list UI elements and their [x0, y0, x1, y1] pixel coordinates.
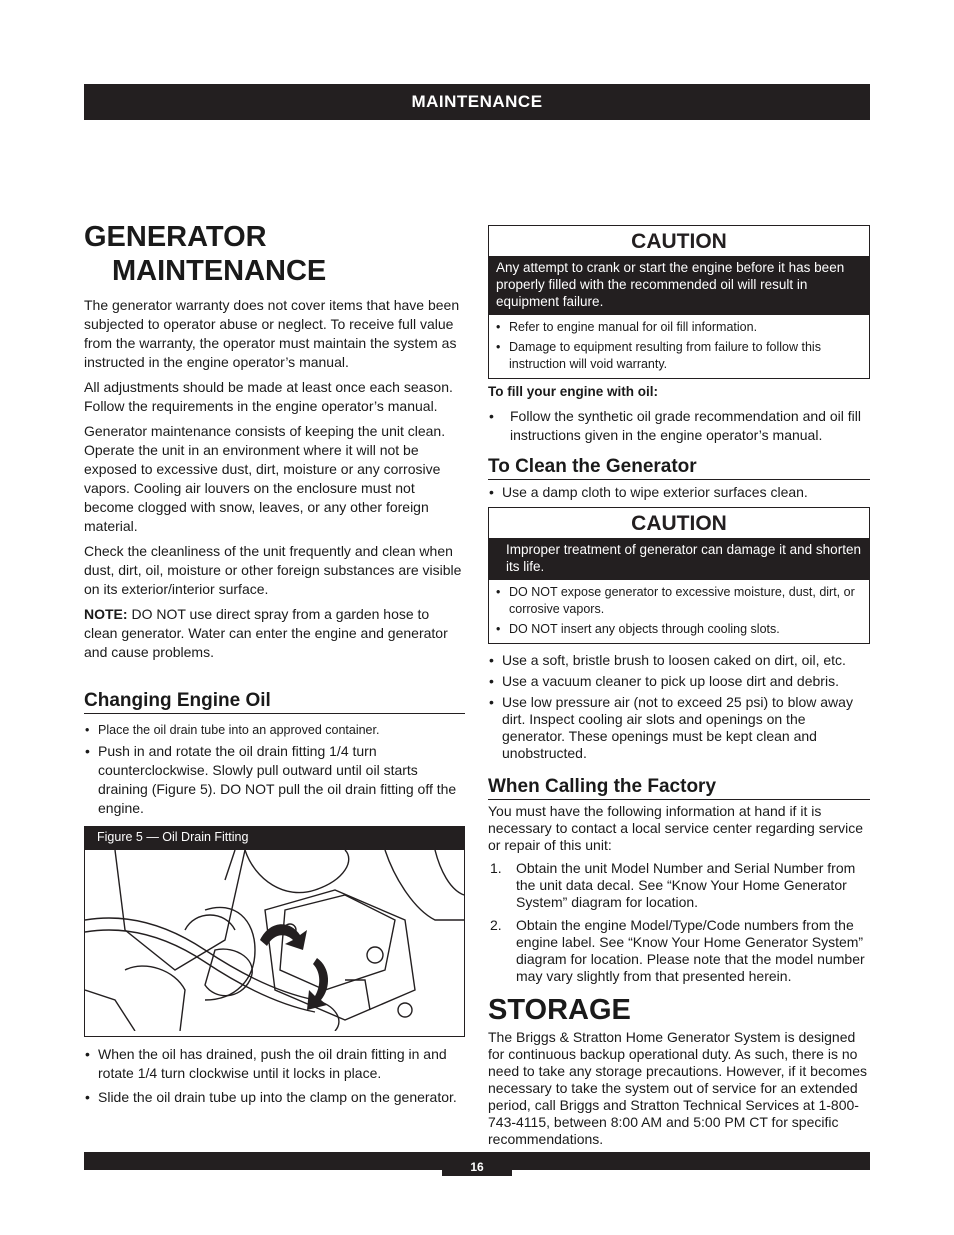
figure-caption: Figure 5 — Oil Drain Fitting: [85, 827, 464, 850]
caution-body: Any attempt to crank or start the engine before it has been properly filled with the recommended oil will result in equipment failure.: [489, 256, 869, 315]
clean-bullets-top: [488, 483, 870, 502]
list-item: • Place the oil drain tube into an approved container.: [84, 722, 465, 739]
list-item: • DO NOT insert any objects through cooling slots.: [495, 621, 863, 638]
note-label: NOTE:: [84, 606, 128, 622]
list-item: • When the oil has drained, push the oil drain fitting in and rotate 1/4 turn clockwise until it locks in place.: [84, 1045, 465, 1083]
list-item: • Damage to equipment resulting from failure to follow this instruction will void warranty.: [495, 339, 863, 373]
caution-body: Improper treatment of generator can damage it and shorten its life.: [489, 538, 869, 580]
intro-paragraph-1: The generator warranty does not cover items that have been subjected to operator abuse or neglect. To receive full value from the warranty, the operator must maintain the system as instructed in the engine operator’s manual.: [84, 297, 460, 370]
list-item: • Slide the oil drain tube up into the clamp on the generator.: [84, 1088, 465, 1107]
oil-steps-before: [84, 722, 465, 818]
caution-bullets: [489, 580, 869, 643]
item-number: 1.: [490, 860, 502, 876]
factory-heading: When Calling the Factory: [488, 776, 870, 800]
storage-heading: STORAGE: [488, 994, 631, 1026]
title-line-2: MAINTENANCE: [112, 255, 327, 287]
list-item: • Refer to engine manual for oil fill information.: [495, 319, 863, 336]
oil-steps-after: [84, 1045, 465, 1107]
note-paragraph: [84, 605, 465, 662]
figure-oil-drain: [84, 826, 465, 1037]
title-line-1: GENERATOR: [84, 221, 267, 253]
item-number: 2.: [490, 917, 502, 933]
caution-title: CAUTION: [631, 230, 727, 253]
list-item: [488, 860, 870, 911]
factory-list: [488, 860, 870, 985]
caution-title: CAUTION: [631, 512, 727, 535]
clean-bullets-bottom: [488, 652, 870, 762]
list-item: • Follow the synthetic oil grade recommendation and oil fill instructions given in the engine operator’s manual.: [488, 407, 870, 445]
item-text: Obtain the unit Model Number and Serial Number from the unit data decal. See “Know Your Home Generator System” diagram for location.: [516, 860, 856, 910]
list-item: • Use a vacuum cleaner to pick up loose dirt and debris.: [488, 673, 870, 690]
page-number: 16: [442, 1152, 512, 1176]
clean-heading: To Clean the Generator: [488, 456, 870, 480]
changing-oil-heading: Changing Engine Oil: [84, 690, 465, 714]
list-item: • Use a damp cloth to wipe exterior surfaces clean.: [488, 483, 870, 502]
note-text: DO NOT use direct spray from a garden hose to clean generator. Water can enter the engine and generator and cause problems.: [84, 606, 448, 660]
list-item: • Use low pressure air (not to exceed 25 psi) to blow away dirt. Inspect cooling air slots and openings on the generator. These openings must be kept clean and unobstructed.: [488, 694, 870, 762]
factory-intro: You must have the following information at hand if it is necessary to contact a local service center regarding service or repair of this unit:: [488, 803, 864, 853]
list-item: [488, 917, 870, 985]
oil-drain-illustration: [85, 850, 464, 1031]
storage-text: The Briggs & Stratton Home Generator System is designed for continuous backup operational duty. As such, there is no need to take any storage precautions. However, if it becomes necessary to take the system out of service for an extended period, call Briggs and Stratton Technical Services at 1-800-743-4115, between 8:00 AM and 5:00 PM CT for specific recommendations.: [488, 1029, 867, 1147]
section-header: MAINTENANCE: [84, 84, 870, 120]
caution-box-oil: [488, 225, 870, 379]
left-column: [84, 296, 465, 1112]
page-title: [84, 220, 326, 288]
list-item: • Use a soft, bristle brush to loosen caked on dirt, oil, etc.: [488, 652, 870, 669]
intro-paragraph-4: Check the cleanliness of the unit frequently and clean when dust, dirt, oil, moisture or other foreign substances are visible on its exterior/interior surface.: [84, 543, 462, 597]
fill-oil-label: To fill your engine with oil:: [488, 384, 658, 399]
fill-oil-bullets: [488, 407, 870, 445]
intro-paragraph-3: Generator maintenance consists of keeping the unit clean. Operate the unit in an environment where it will not be exposed to excessive dust, dirt, moisture or any corrosive vapors. Cooling air louvers on the enclosure must not become clogged with snow, leaves, or any other foreign material.: [84, 423, 446, 534]
intro-paragraph-2: All adjustments should be made at least once each season. Follow the requirements in the engine operator’s manual.: [84, 379, 453, 414]
caution-box-clean: [488, 507, 870, 644]
list-item: • Push in and rotate the oil drain fitting 1/4 turn counterclockwise. Slowly pull outward until oil starts draining (Figure 5). DO NOT pull the oil drain fitting off the engine.: [84, 742, 465, 818]
item-text: Obtain the engine Model/Type/Code numbers from the engine label. See “Know Your Home Generator System” diagram for location. Please note that the model number may vary slightly from that presented herein.: [516, 917, 865, 984]
caution-bullets: [489, 315, 869, 378]
right-column: [488, 225, 870, 1154]
list-item: • DO NOT expose generator to excessive moisture, dust, dirt, or corrosive vapors.: [495, 584, 863, 618]
